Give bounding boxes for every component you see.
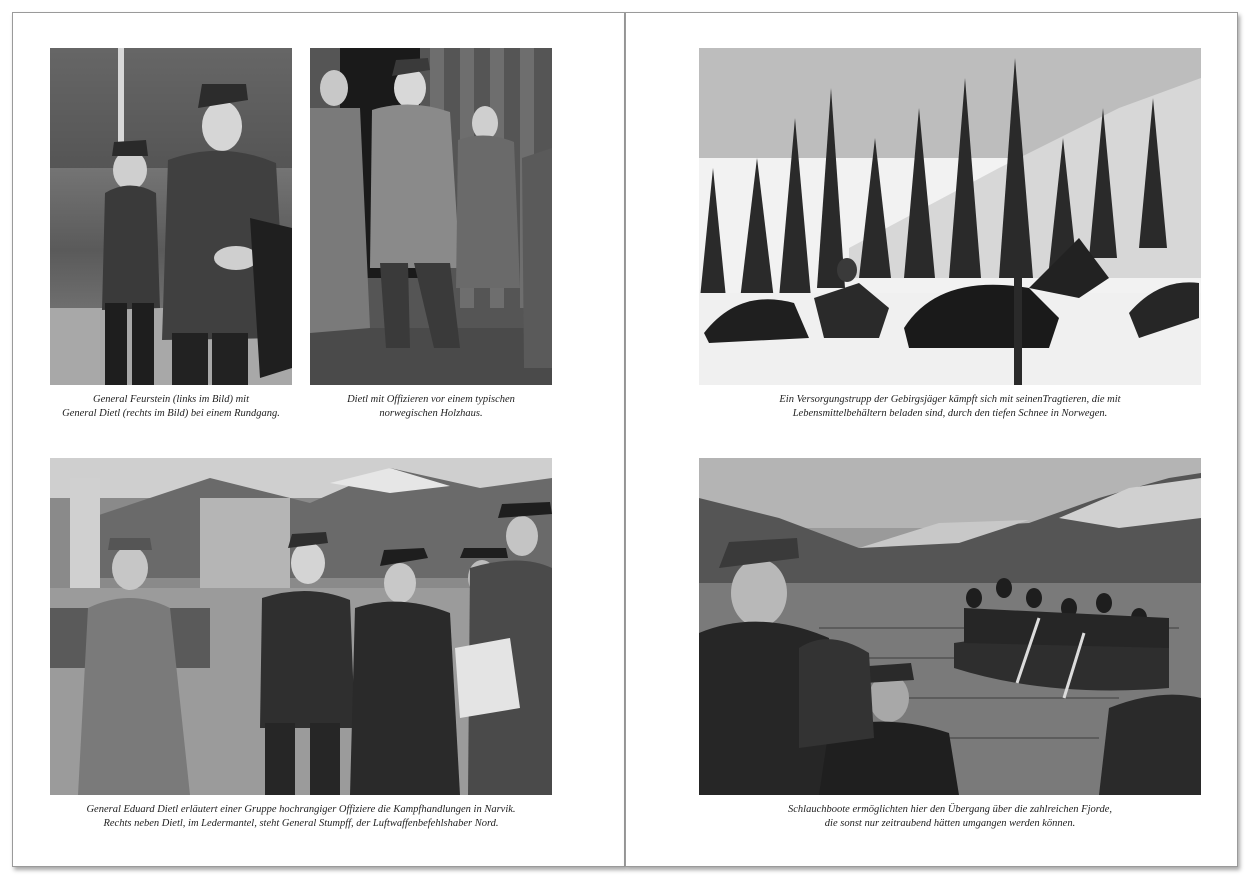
caption-line: General Dietl (rechts im Bild) bei einem Rundgang. bbox=[62, 407, 280, 419]
caption-photo-3 bbox=[50, 803, 552, 830]
photo-rubber-boats bbox=[699, 458, 1201, 795]
caption-line: Schlauchboote ermöglichten hier den Übergang über die zahlreichen Fjorde, bbox=[788, 804, 1112, 815]
caption-photo-2 bbox=[310, 393, 552, 420]
caption-photo-4 bbox=[699, 393, 1201, 420]
right-page bbox=[625, 12, 1238, 867]
caption-line: General Feurstein (links im Bild) mit bbox=[92, 394, 249, 405]
caption-line: norwegischen Holzhaus. bbox=[379, 407, 483, 419]
left-page bbox=[12, 12, 625, 867]
caption-photo-5 bbox=[699, 803, 1201, 830]
caption-line: die sonst nur zeitraubend hätten umgangen werden können. bbox=[824, 817, 1076, 829]
caption-line: Dietl mit Offizieren vor einem typischen bbox=[347, 394, 515, 405]
photo-officers-group-narvik-icon bbox=[50, 458, 552, 795]
photo-officers-narvik bbox=[50, 458, 552, 795]
photo-rubber-boats-fjord-icon bbox=[699, 458, 1201, 795]
photo-officers-at-wooden-house-icon bbox=[310, 48, 552, 385]
photo-officers-house bbox=[310, 48, 552, 385]
caption-line: General Eduard Dietl erläutert einer Gruppe hochrangiger Offiziere die Kampfhandlungen in Narvik. bbox=[86, 804, 516, 815]
caption-line: Lebensmittelbehältern beladen sind, durch den tiefen Schnee in Norwegen. bbox=[792, 407, 1108, 419]
caption-line: Ein Versorgungstrupp der Gebirgsjäger kämpft sich mit seinenTragtieren, die mit bbox=[779, 394, 1121, 405]
caption-line: Rechts neben Dietl, im Ledermantel, steht General Stumpff, der Luftwaffenbefehlshaber Nord. bbox=[103, 817, 499, 829]
photo-supply-troop-in-snow-icon bbox=[699, 48, 1201, 385]
caption-photo-1 bbox=[50, 393, 292, 420]
photo-two-generals-walking-icon bbox=[50, 48, 292, 385]
photo-generals-walking bbox=[50, 48, 292, 385]
photo-supply-troop bbox=[699, 48, 1201, 385]
